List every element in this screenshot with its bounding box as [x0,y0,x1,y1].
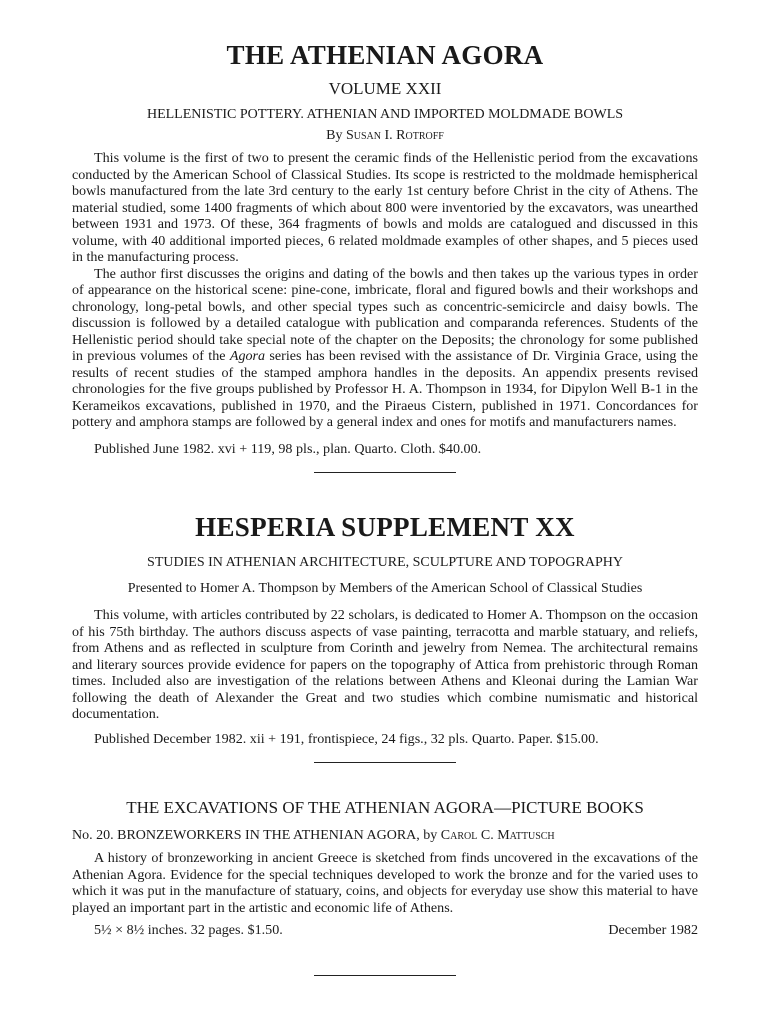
divider [314,762,456,763]
section-title: THE ATHENIAN AGORA [226,40,544,70]
paragraph-text: series has been revised with the assistance of Dr. Virginia Grace, using the results of recent studies of the stamped amphora handles in the deposits. An appendix presents revised chronologies for the five groups published by Professor H. A. Thompson in 1934, for Dipylon Well B-1 in the Kerameikos excavations, published in 1970, and the Piraeus Cistern, published in 1971. Concordances for pottery and amphora stamps are followed by a general index and ones for motifs and manufacturers names. [72,348,698,430]
book-specs: 5½ × 8½ inches. 32 pages. $1.50. [94,922,283,938]
publication-info: Published December 1982. xii + 191, frontispiece, 24 figs., 32 pls. Quarto. Paper. $15.00. [94,730,599,747]
paragraph: A history of bronzeworking in ancient Greece is sketched from finds uncovered in the excavations of the Athenian Agora. Evidence for the special techniques developed to work the bronze and for the varied uses to which it was put in the manufacture of statuary, coins, and objects for everyday use show this material to have played an important part in the artistic and economic life of Athens. [72,850,698,916]
author-name: Susan I. Rotroff [345,128,444,143]
section-title: HESPERIA SUPPLEMENT XX [195,512,575,542]
presented-line: Presented to Homer A. Thompson by Members of the American School of Classical Studies [127,581,643,596]
publication-info: Published June 1982. xvi + 119, 98 pls., plan. Quarto. Cloth. $40.00. [94,440,482,457]
divider [314,975,456,976]
book-title: No. 20. BRONZEWORKERS IN THE ATHENIAN AGORA, by [72,828,438,843]
book-specs-row [72,922,698,939]
author-prefix: By [326,128,343,143]
paragraph-text: The author first discusses the origins and dating of the bowls and then takes up the various types in order of appearance on the historical scene: pine-cone, imbricate, floral and figured bowls and their workshops and chronology, long-petal bowls, and other special types such as concentric-semicircle and daisy bowls. The discussion is followed by a detailed catalogue with publication and comparanda references. Students of the Hellenistic period should take special note of the chapter on the Deposits; the chronology for some published in previous volumes of the [72,265,698,364]
paragraph: This volume is the first of two to present the ceramic finds of the Hellenistic period from the excavations conducted by the American School of Classical Studies. Its scope is restricted to the moldmade hemispherical bowls manufactured from the late 3rd century to the early 1st century before Christ in the city of Athens. The material studied, some 1400 fragments of which about 800 were inventoried by the excavators, was unearthed between 1931 and 1973. Of these, 364 fragments of bowls and molds are catalogued and discussed in this volume, with 40 additional imported pieces, 6 related moldmade examples of other shapes, and 5 pieces used in the manufacturing process. [72,150,698,265]
subtitle: STUDIES IN ATHENIAN ARCHITECTURE, SCULPTURE AND TOPOGRAPHY [147,555,623,570]
book-line [72,828,698,844]
paragraph: This volume, with articles contributed by 22 scholars, is dedicated to Homer A. Thompson on the occasion of his 75th birthday. The authors discuss aspects of vase painting, terracotta and marble statuary, and reliefs, from Athens and as reflected in sculpture from Corinth and jewelry from Nemea. The architectural remains and literary sources provide evidence for papers on the topography of Attica from prehistoric through Roman times. Included also are investigation of the relations between Athens and Kleonai during the Lamian War following the death of Alexander the Great and two studies which combine numismatic and historical documentation. [72,607,698,722]
paragraph [72,266,698,431]
subtitle: HELLENISTIC POTTERY. ATHENIAN AND IMPORTED MOLDMADE BOWLS [146,107,624,122]
section-athenian-agora [72,40,698,457]
divider [314,472,456,473]
volume-heading: VOLUME XXII [328,79,442,98]
author-line [72,128,698,144]
book-author: Carol C. Mattusch [440,828,555,843]
section-picture-books [72,798,698,939]
book-date: December 1982 [608,922,698,938]
section-title: THE EXCAVATIONS OF THE ATHENIAN AGORA—PICTURE BOOKS [126,798,644,817]
section-hesperia-supplement [72,512,698,747]
italic-title: Agora [229,348,266,364]
